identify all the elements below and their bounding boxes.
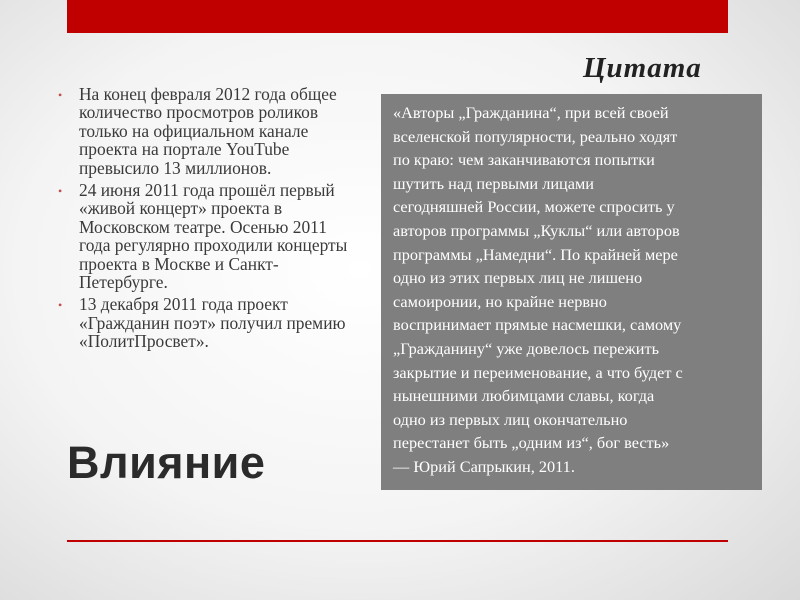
bullet-item bbox=[58, 181, 358, 291]
bullet-marker: • bbox=[58, 88, 63, 102]
quote-box bbox=[381, 94, 762, 490]
quote-heading: Цитата bbox=[583, 52, 702, 84]
bullet-marker: • bbox=[58, 184, 63, 199]
top-accent-bar bbox=[67, 0, 728, 33]
bullet-item bbox=[58, 85, 358, 177]
bottom-accent-rule bbox=[67, 540, 728, 542]
quote-text: «Авторы „Гражданина“, при всей своей вселенской популярности, реально ходят по краю: чем заканчиваются попытки шутить над первыми лицами сегодняшней России, можете спросить у авторов программы „Куклы“ или авторов программы „Намедни“. По крайней мере одно из этих первых лиц не лишено самоиронии, но крайне нервно воспринимает прямые насмешки, самому „Гражданину“ уже довелось пережить закрытие и переименование, а что будет с нынешними любимцами славы, когда одно из первых лиц окончательно перестанет быть „одним из“, бог весть» — Юрий Сапрыкин, 2011. bbox=[393, 103, 683, 476]
bullet-text: На конец февраля 2012 года общее количество просмотров роликов только на официальном канале проекта на портале YouTube превысило 13 миллионов. bbox=[79, 84, 337, 178]
slide-title: Влияние bbox=[67, 437, 266, 488]
bullet-text: 13 декабря 2011 года проект «Гражданин поэт» получил премию «ПолитПросвет». bbox=[79, 294, 346, 352]
bullet-text: 24 июня 2011 года прошёл первый «живой концерт» проекта в Московском театре. Осенью 2011 года регулярно проходили концерты проекта в Москве и Санкт-Петербурге. bbox=[79, 180, 348, 293]
bullet-marker: • bbox=[58, 298, 63, 313]
bullet-item bbox=[58, 295, 358, 350]
bullet-list bbox=[58, 85, 358, 355]
